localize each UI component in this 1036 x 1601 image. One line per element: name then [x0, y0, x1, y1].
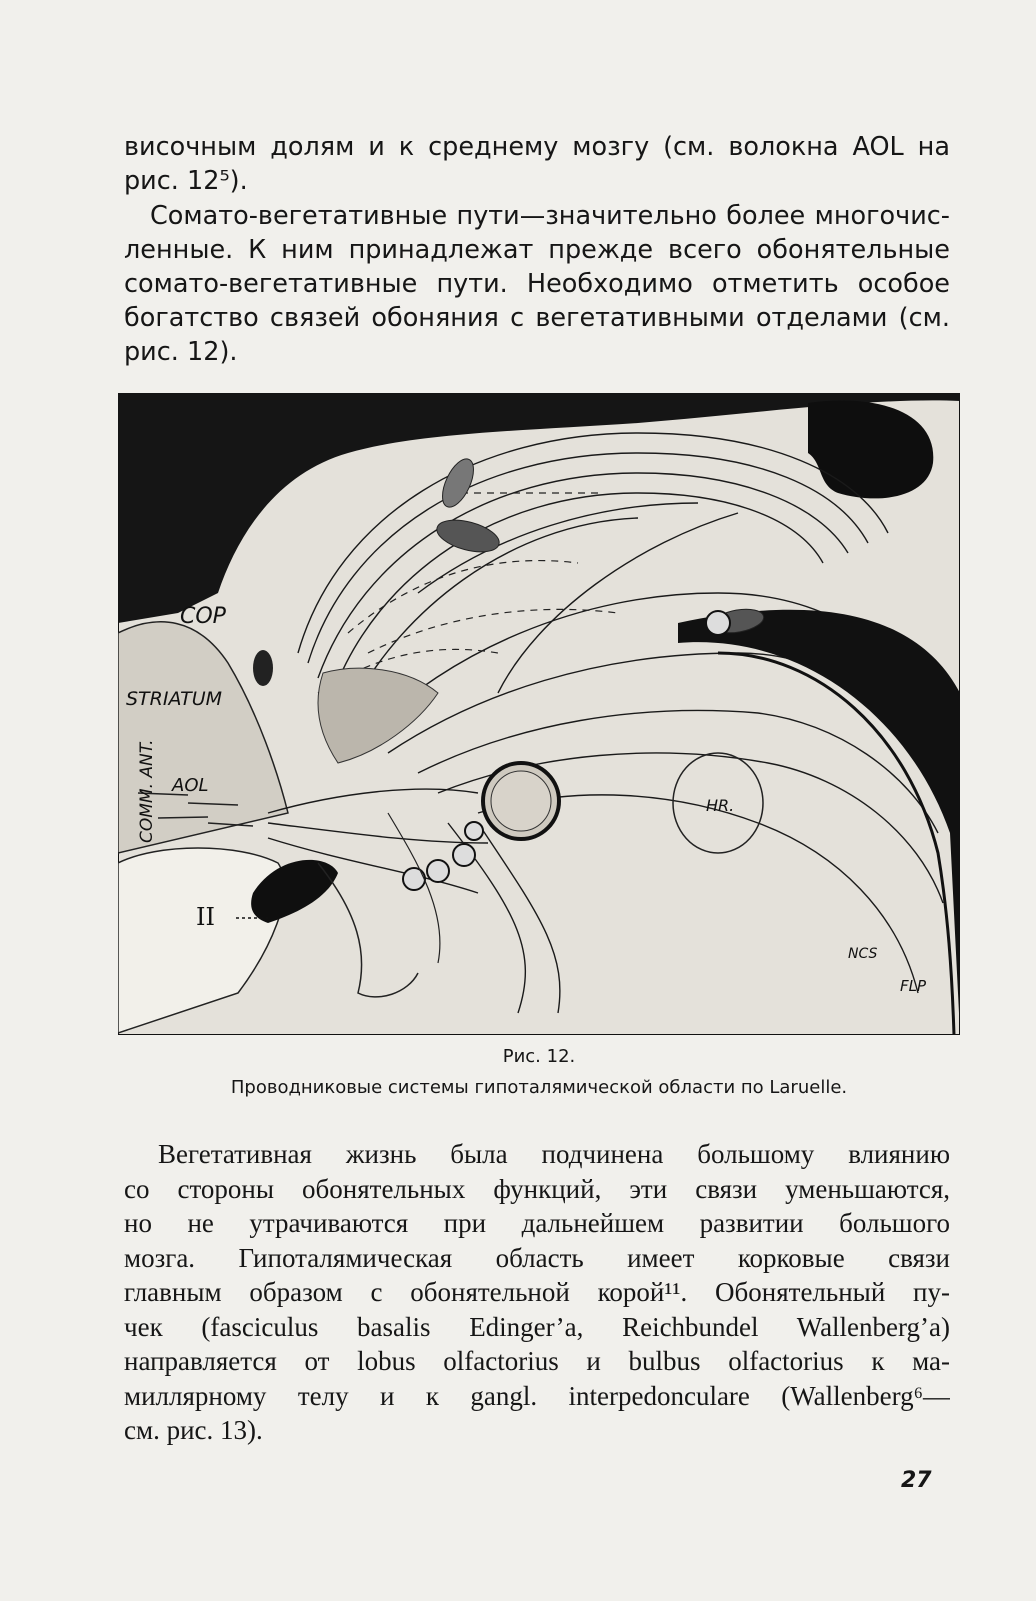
text-line: богатство связей обоняния с вегетативными отделами (см.: [124, 303, 950, 333]
paragraph-vegetative-life: [124, 1137, 950, 1448]
label-cop: COP: [180, 604, 226, 629]
paragraph-somato-vegetative: [124, 199, 950, 369]
paragraph-continuation: [124, 130, 950, 198]
text-line: Вегетативная жизнь была подчинена большому влиянию: [158, 1139, 950, 1169]
brain-section-illustration: [118, 393, 960, 1035]
text-line: см. рис. 13).: [124, 1415, 263, 1445]
text-line: направляется от lobus olfactorius и bulbus olfactorius к ма-: [124, 1346, 950, 1376]
page-number: 27: [901, 1468, 932, 1493]
text-line: главным образом с обонятельной корой¹¹. Обонятельный пу-: [124, 1277, 950, 1307]
label-ncs: NCS: [848, 946, 878, 962]
label-striatum: STRIATUM: [126, 688, 222, 710]
label-aol: AOL: [172, 775, 209, 796]
label-flp: FLP: [900, 977, 927, 995]
text-line: рис. 12⁵).: [124, 166, 248, 196]
text-line: височным долям и к среднему мозгу (см. волокна AOL на: [124, 132, 950, 162]
text-line: со стороны обонятельных функций, эти связи уменьшаются,: [124, 1173, 950, 1204]
text-line: Сомато-вегетативные пути—значительно более многочис-: [150, 201, 950, 231]
text-line: мозга. Гипоталямическая область имеет корковые связи: [124, 1242, 950, 1273]
figure-hypothalamus-diagram: [118, 393, 960, 1035]
figure-caption-text: Проводниковые системы гипоталямической области по Laruelle.: [230, 1077, 848, 1098]
text-line: ленные. К ним принадлежат прежде всего обонятельные: [124, 235, 950, 265]
text-line: миллярному телу и к gangl. interpedonculare (Wallenberg⁶—: [124, 1380, 950, 1411]
text-line: рис. 12).: [124, 337, 238, 367]
label-ii: II: [196, 903, 215, 931]
text-line: сомато-вегетативные пути. Необходимо отметить особое: [124, 269, 950, 299]
text-line: чек (fasciculus basalis Edinger’a, Reichbundel Wallenberg’a): [124, 1311, 950, 1342]
label-comm-ant: COMM. ANT.: [137, 739, 157, 843]
text-line: но не утрачиваются при дальнейшем развитии большого: [124, 1208, 950, 1238]
label-hr: HR.: [706, 796, 735, 815]
figure-caption-number: Рис. 12.: [502, 1046, 576, 1067]
